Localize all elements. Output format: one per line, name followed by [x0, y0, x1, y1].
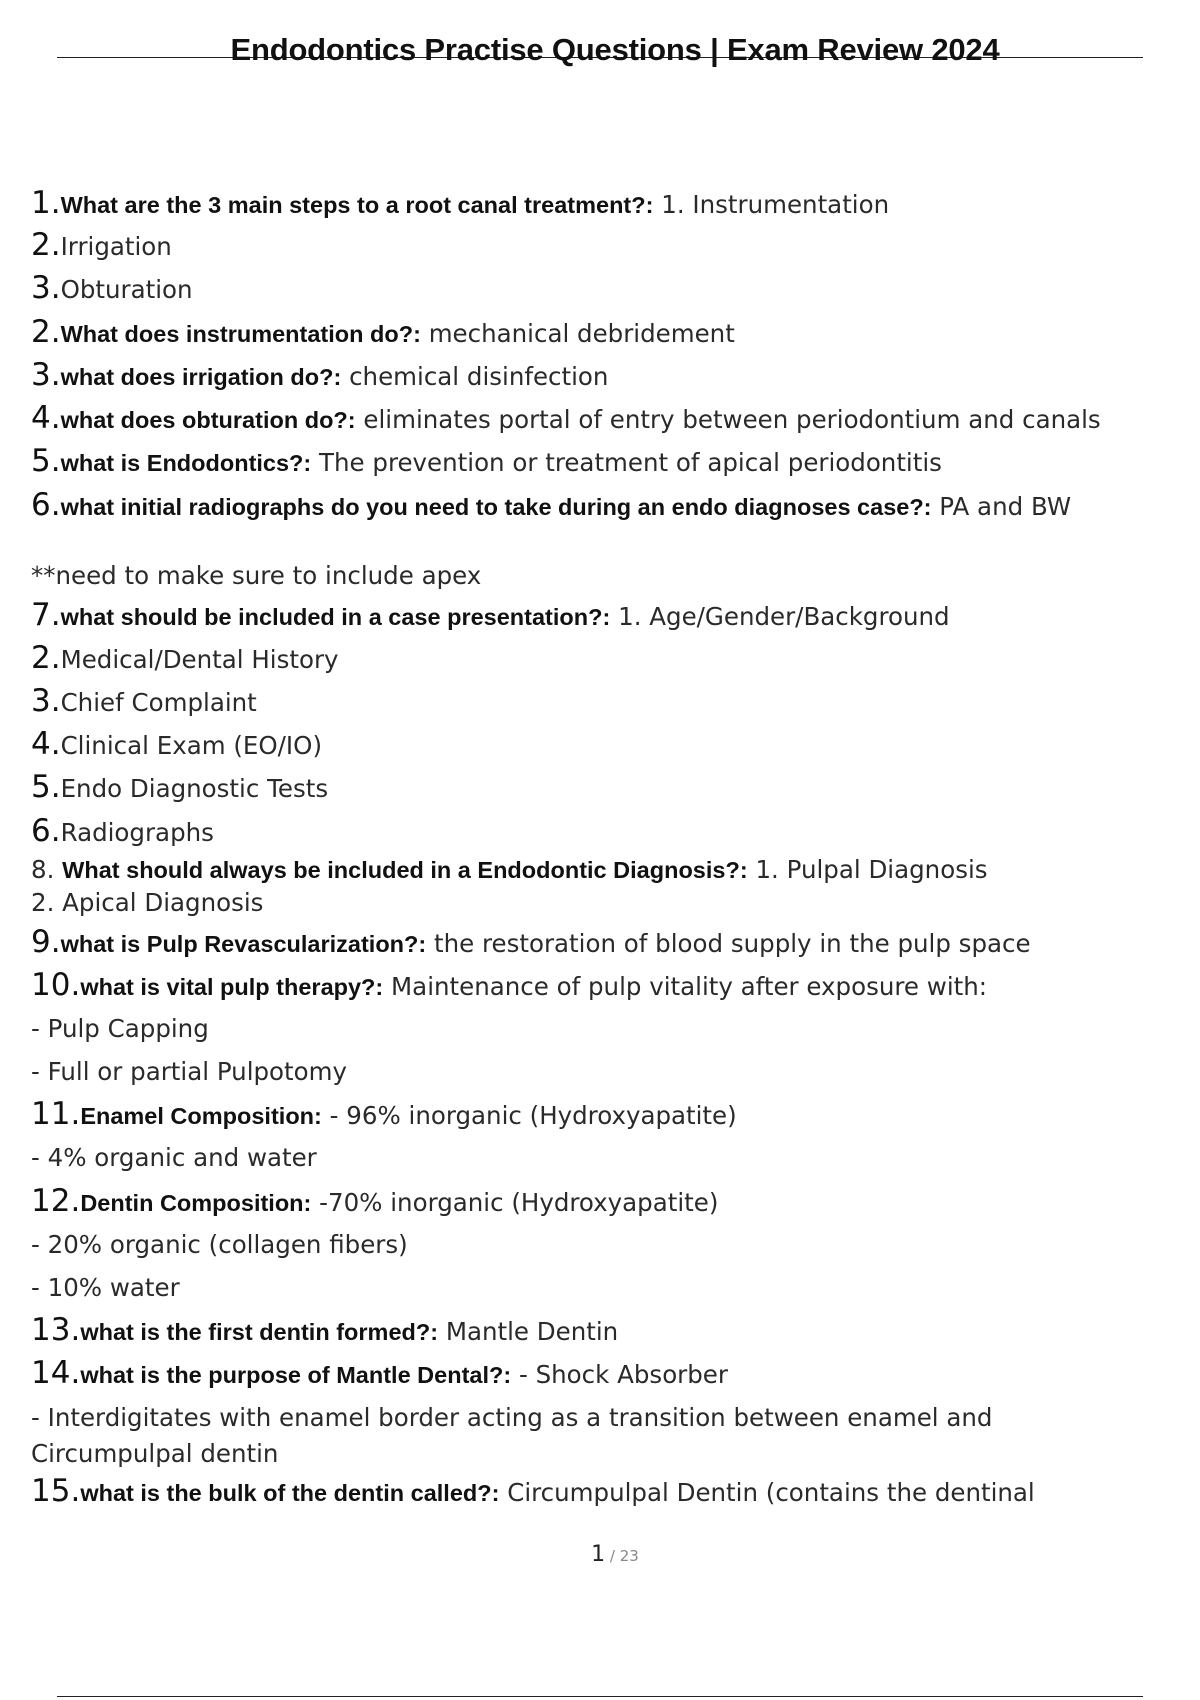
list-item — [31, 855, 988, 885]
answer-text: Irrigation — [60, 232, 172, 261]
answer-text: Circumpulpal Dentin (contains the dentinal — [499, 1478, 1035, 1507]
answer-text: Endo Diagnostic Tests — [60, 774, 329, 803]
list-item — [31, 227, 172, 263]
answer-text: Mantle Dentin — [438, 1317, 619, 1346]
answer-text: - 4% organic and water — [31, 1143, 317, 1172]
list-item — [31, 769, 329, 805]
answer-text: The prevention or treatment of apical periodontitis — [311, 448, 942, 477]
list-item — [31, 1057, 347, 1087]
total-pages: / 23 — [605, 1547, 639, 1565]
answer-text: eliminates portal of entry between periodontium and canals — [355, 405, 1101, 434]
answer-text: Maintenance of pulp vitality after exposure with: — [383, 972, 988, 1001]
item-number: 4. — [31, 400, 61, 436]
answer-text: - 10% water — [31, 1273, 180, 1302]
question-text: what is the purpose of Mantle Dental?: — [80, 1362, 512, 1388]
item-number: 7. — [31, 597, 61, 633]
answer-text: chemical disinfection — [341, 362, 609, 391]
list-item — [31, 443, 942, 479]
answer-text: PA and BW — [931, 492, 1072, 521]
list-item — [31, 1096, 737, 1132]
list-item — [31, 683, 257, 719]
list-item — [31, 813, 214, 849]
page-indicator — [0, 1542, 1200, 1567]
answer-text: Radiographs — [60, 818, 214, 847]
answer-text: Circumpulpal dentin — [31, 1439, 279, 1468]
page-title: Endodontics Practise Questions | Exam Review 2024 — [230, 32, 1000, 67]
list-item — [31, 561, 481, 591]
list-item — [31, 726, 323, 762]
question-text: what does obturation do?: — [60, 407, 356, 433]
list-item — [31, 1403, 992, 1433]
list-item — [31, 888, 263, 918]
list-item — [31, 185, 890, 221]
list-item — [31, 270, 193, 306]
item-number: 15. — [31, 1473, 81, 1509]
list-item — [31, 487, 1072, 523]
question-text: what is Pulp Revascularization?: — [60, 931, 427, 957]
item-number: 3. — [31, 357, 61, 393]
item-number: 10. — [31, 967, 81, 1003]
item-number: 4. — [31, 726, 61, 762]
item-number: 5. — [31, 769, 61, 805]
question-text: what is the bulk of the dentin called?: — [80, 1480, 500, 1506]
item-number: 14. — [31, 1355, 81, 1391]
answer-text: - Interdigitates with enamel border acting as a transition between enamel and — [31, 1403, 993, 1432]
item-number: 9. — [31, 924, 61, 960]
list-item — [31, 967, 988, 1003]
list-item — [31, 357, 609, 393]
item-number: 6. — [31, 813, 61, 849]
answer-text: Medical/Dental History — [60, 645, 339, 674]
answer-text: Obturation — [60, 275, 193, 304]
item-number: 12. — [31, 1183, 81, 1219]
list-item — [31, 400, 1101, 436]
item-number: 2. — [31, 227, 61, 263]
answer-text: 1. Pulpal Diagnosis — [747, 855, 988, 884]
question-text: what should be included in a case presentation?: — [60, 604, 611, 630]
item-number: 5. — [31, 443, 61, 479]
item-number: 8. — [31, 855, 63, 884]
item-number: 1. — [31, 185, 61, 221]
question-text: what does irrigation do?: — [60, 364, 342, 390]
answer-text: Chief Complaint — [60, 688, 257, 717]
item-number: 11. — [31, 1096, 81, 1132]
answer-text: - Full or partial Pulpotomy — [31, 1057, 347, 1086]
answer-text: 2. Apical Diagnosis — [31, 888, 264, 917]
question-text: what is the first dentin formed?: — [80, 1319, 439, 1345]
answer-text: - 20% organic (collagen fibers) — [31, 1230, 408, 1259]
answer-text: Clinical Exam (EO/IO) — [60, 731, 323, 760]
list-item — [31, 1273, 180, 1303]
answer-text: -70% inorganic (Hydroxyapatite) — [311, 1188, 719, 1217]
list-item — [31, 1439, 278, 1469]
question-text: What are the 3 main steps to a root canal treatment?: — [60, 192, 654, 218]
question-text: what is Endodontics?: — [60, 450, 312, 476]
item-number: 3. — [31, 683, 61, 719]
list-item — [31, 314, 735, 350]
answer-text: 1. Age/Gender/Background — [610, 602, 950, 631]
answer-text: **need to make sure to include apex — [31, 561, 482, 590]
answer-text: the restoration of blood supply in the pulp space — [426, 929, 1031, 958]
list-item — [31, 1473, 1035, 1509]
list-item — [31, 597, 950, 633]
question-text: what initial radiographs do you need to take during an endo diagnoses case?: — [60, 494, 932, 520]
question-text: Dentin Composition: — [80, 1190, 312, 1216]
current-page: 1 — [591, 1542, 606, 1567]
answer-text: mechanical debridement — [420, 319, 735, 348]
item-number: 2. — [31, 640, 61, 676]
list-item — [31, 640, 339, 676]
answer-text: 1. Instrumentation — [653, 190, 890, 219]
answer-text: - Pulp Capping — [31, 1014, 209, 1043]
list-item — [31, 1230, 408, 1260]
question-text: Enamel Composition: — [80, 1103, 322, 1129]
item-number: 6. — [31, 487, 61, 523]
footer-rule — [57, 1696, 1143, 1697]
list-item — [31, 1014, 209, 1044]
question-text: What does instrumentation do?: — [60, 321, 421, 347]
question-text: What should always be included in a Endodontic Diagnosis?: — [62, 857, 748, 883]
answer-text: - Shock Absorber — [511, 1360, 728, 1389]
list-item — [31, 1183, 719, 1219]
list-item — [31, 1355, 728, 1391]
answer-text: - 96% inorganic (Hydroxyapatite) — [321, 1101, 737, 1130]
list-item — [31, 1312, 619, 1348]
list-item — [31, 924, 1031, 960]
item-number: 3. — [31, 270, 61, 306]
question-text: what is vital pulp therapy?: — [80, 974, 384, 1000]
item-number: 13. — [31, 1312, 81, 1348]
item-number: 2. — [31, 314, 61, 350]
list-item — [31, 1143, 317, 1173]
